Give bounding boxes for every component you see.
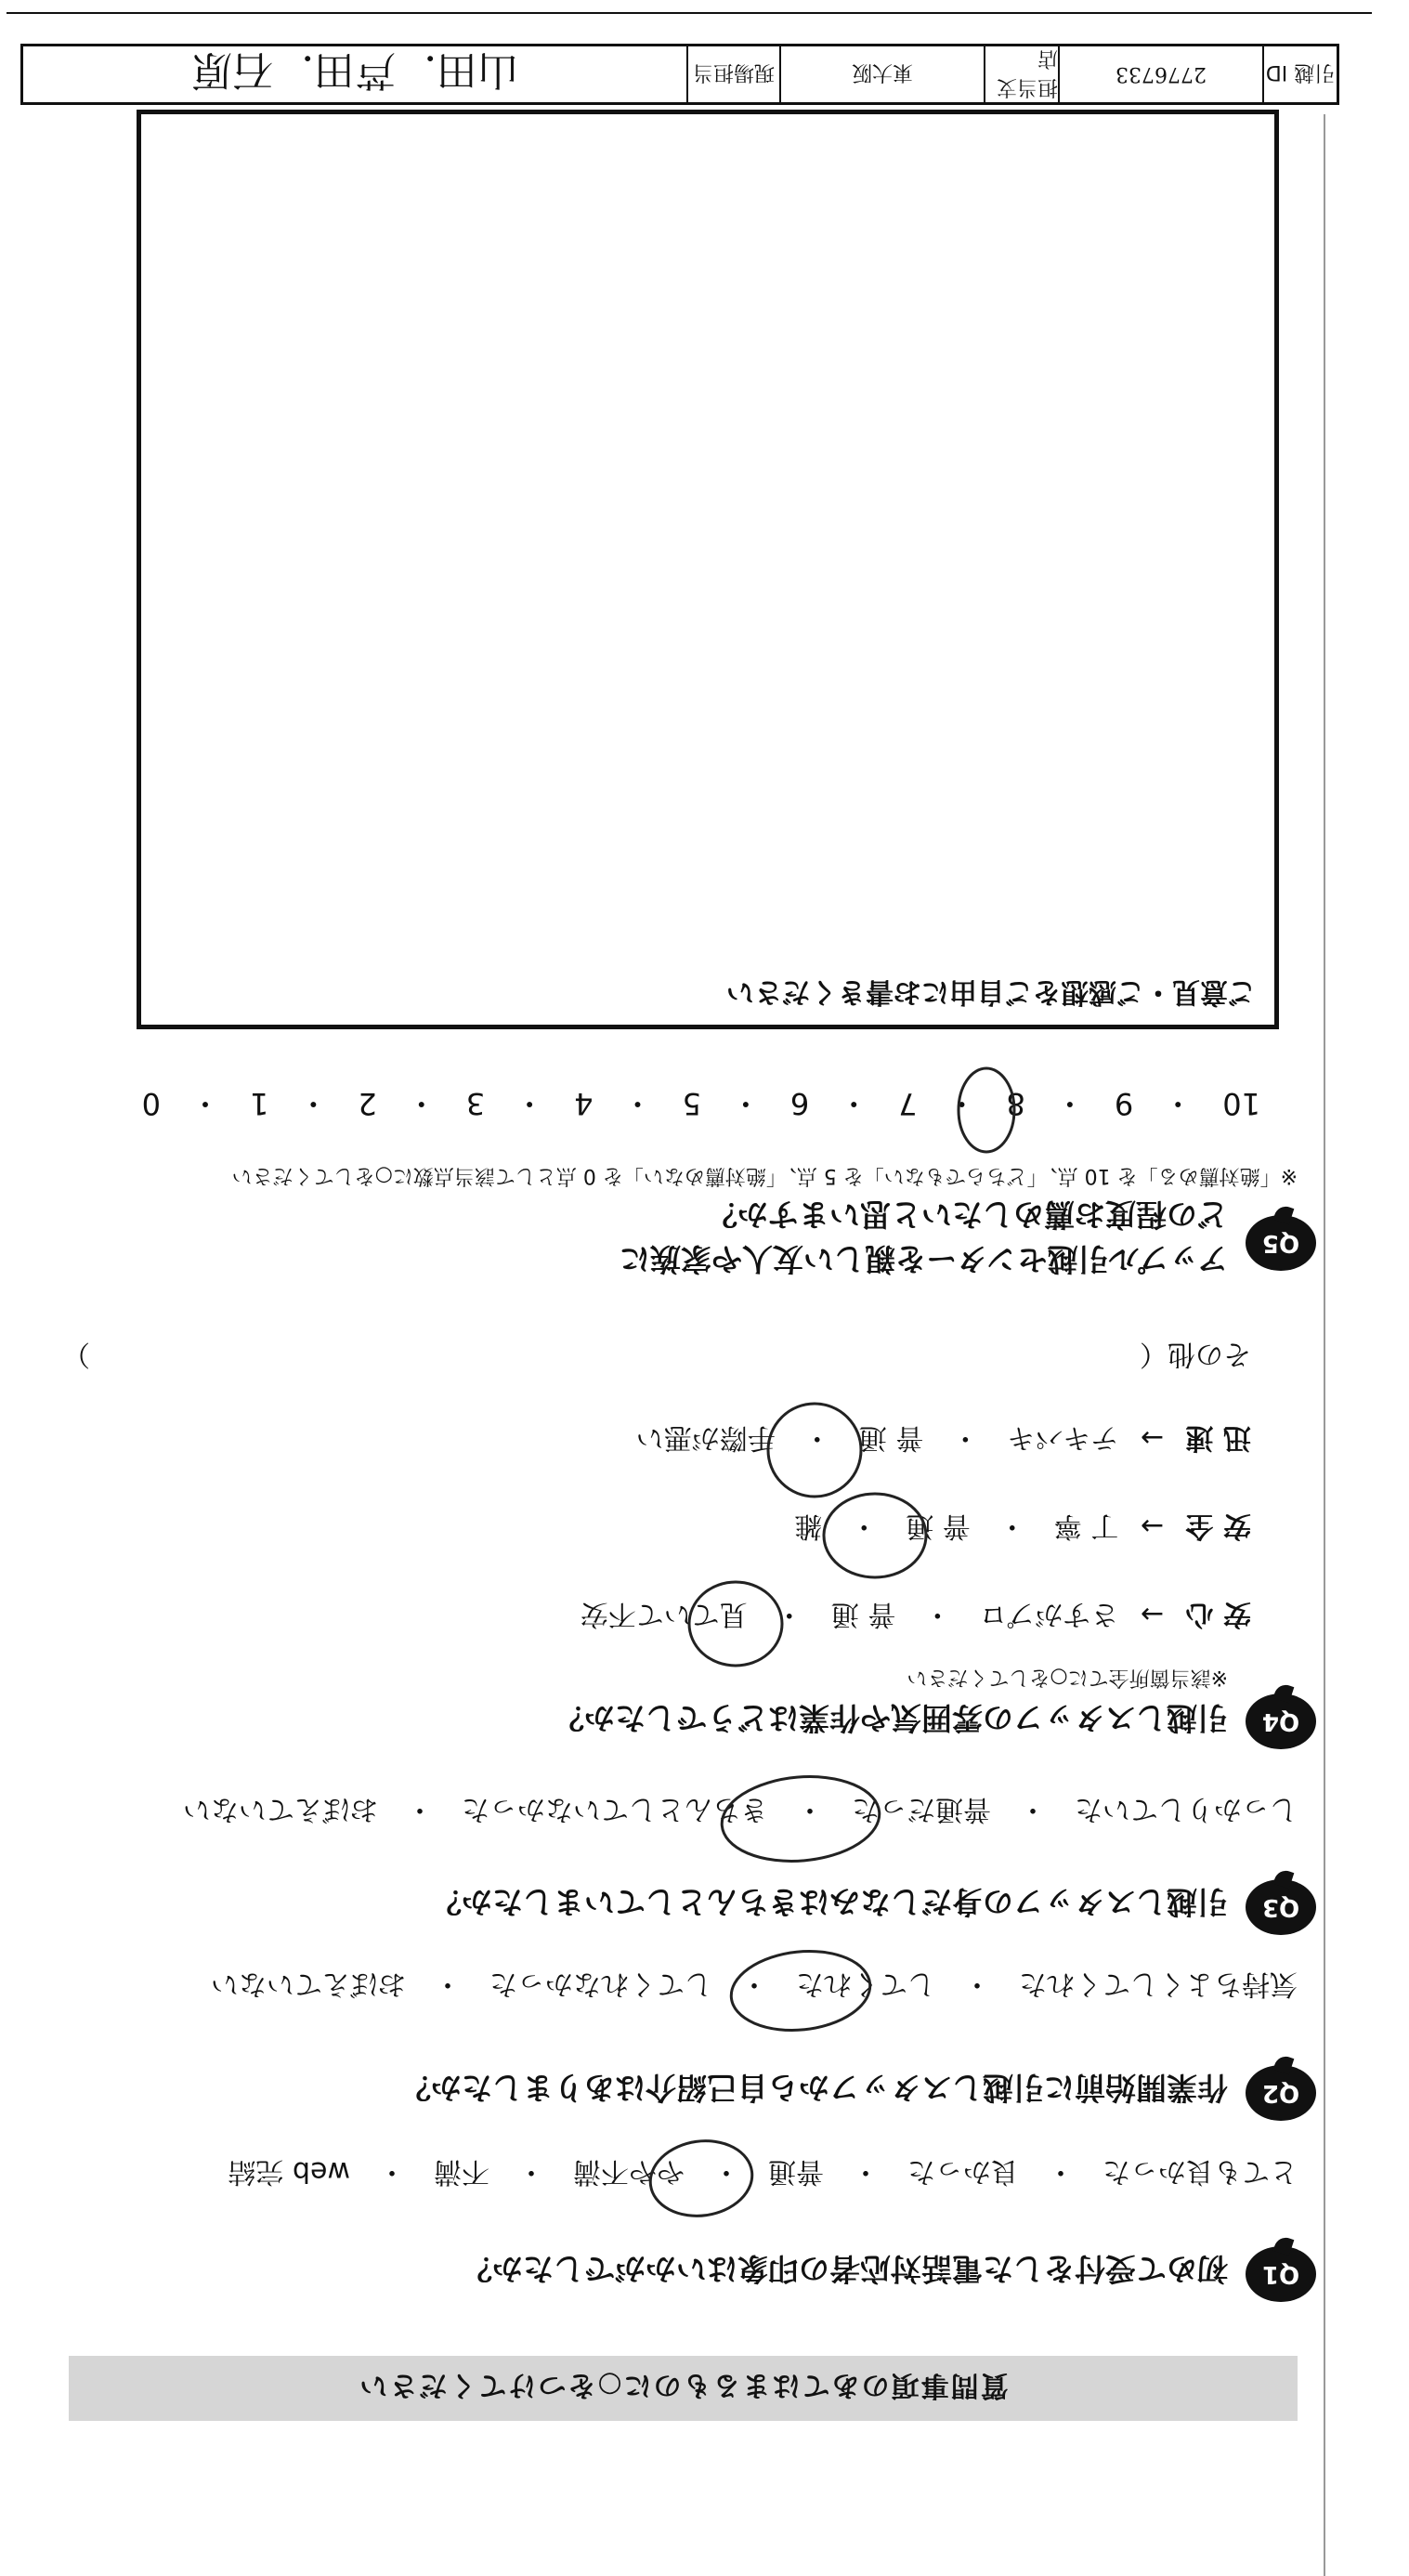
q4-row-anshin[interactable] xyxy=(581,1597,1251,1638)
q4-row-label: 安 心 xyxy=(1185,1598,1251,1630)
staff-value: 山田．芦田．石原 xyxy=(191,46,518,94)
q5-question-line2: どの程度お薦めしたいと思いますか？ xyxy=(707,1196,1228,1233)
comment-label: ご意見・ご感想をご自由にお書きください xyxy=(726,975,1256,1008)
arrow-icon: → xyxy=(1140,1421,1164,1454)
q4-other-label: その他（ xyxy=(1140,1338,1251,1370)
staff-label: 現場担当 xyxy=(686,46,779,102)
q4-row-options: さすがプロ ・ 普 通 ・ 見ていて不安 xyxy=(580,1598,1119,1630)
comment-box[interactable] xyxy=(137,110,1279,1029)
q5-score-scale[interactable]: 10 ・ 9 ・ 8 ・ 7 ・ 6 ・ 5 ・ 4 ・ 3 ・ 2 ・ 1 ・ 0 xyxy=(141,1086,1260,1121)
bottom-border xyxy=(7,12,1372,14)
q1-badge: Q1 xyxy=(1246,2246,1316,2302)
page-edge-line xyxy=(1324,114,1325,2576)
q4-badge: Q4 xyxy=(1246,1693,1316,1749)
q4-row-options: テキパキ ・ 普 通 ・ 手際が悪い xyxy=(635,1421,1119,1454)
q1-options[interactable]: とても良かった ・ 良かった ・ 普通 ・ やや不満 ・ 不満 ・ web 完結 xyxy=(228,2155,1298,2188)
q1-question: 初めて受付をした電話対応者の印象はいかがでしたか？ xyxy=(462,2251,1228,2287)
admin-row xyxy=(20,44,1339,105)
branch-value: 東大阪 xyxy=(779,46,984,102)
q4-row-anzen[interactable] xyxy=(794,1509,1251,1550)
q4-note: ※該当箇所全てに○をしてください xyxy=(907,1666,1228,1689)
q5-question-line1: アップル引越センターを親しい友人や家族に xyxy=(619,1241,1228,1277)
arrow-icon: → xyxy=(1140,1598,1164,1630)
q3-badge: Q3 xyxy=(1246,1879,1316,1935)
q5-badge: Q5 xyxy=(1246,1215,1316,1271)
q4-row-jinsoku[interactable] xyxy=(636,1420,1251,1461)
arrow-icon: → xyxy=(1140,1510,1164,1542)
q4-other-close: ） xyxy=(62,1338,90,1370)
q4-other[interactable] xyxy=(1140,1337,1251,1378)
q4-row-options: 丁 寧 ・ 普 通 ・ 雑 xyxy=(794,1510,1119,1542)
id-label: 引越 ID xyxy=(1262,46,1337,102)
branch-label: 担当支店 xyxy=(984,46,1058,102)
instruction-text: 質問事項のあてはまるものに○をつけてください xyxy=(358,2369,1009,2401)
q4-row-label: 迅 速 xyxy=(1185,1421,1251,1454)
q5-note: ※「絶対薦める」を 10 点、「どちらでもない」を 5 点、「絶対薦めない」を 0 点として該当点数に○をしてください xyxy=(231,1164,1298,1187)
q2-question: 作業開始前に引越しスタッフから自己紹介はありましたか？ xyxy=(400,2070,1228,2106)
q3-options[interactable]: しっかりしていた ・ 普通だった ・ きちんとしていなかった ・ おぼえていない xyxy=(183,1793,1298,1825)
q4-row-label: 安 全 xyxy=(1185,1510,1251,1542)
id-value: 2776733 xyxy=(1058,46,1262,102)
q4-question: 引越しスタッフの雰囲気や作業はどうでしたか？ xyxy=(554,1700,1228,1736)
q3-question: 引越しスタッフの身だしなみはきちんとしていましたか？ xyxy=(431,1884,1228,1920)
q2-options[interactable]: 気持ちよくしてくれた ・ してくれた ・ してくれなかった ・ おぼえていない xyxy=(211,1968,1298,2000)
q2-badge: Q2 xyxy=(1246,2065,1316,2121)
